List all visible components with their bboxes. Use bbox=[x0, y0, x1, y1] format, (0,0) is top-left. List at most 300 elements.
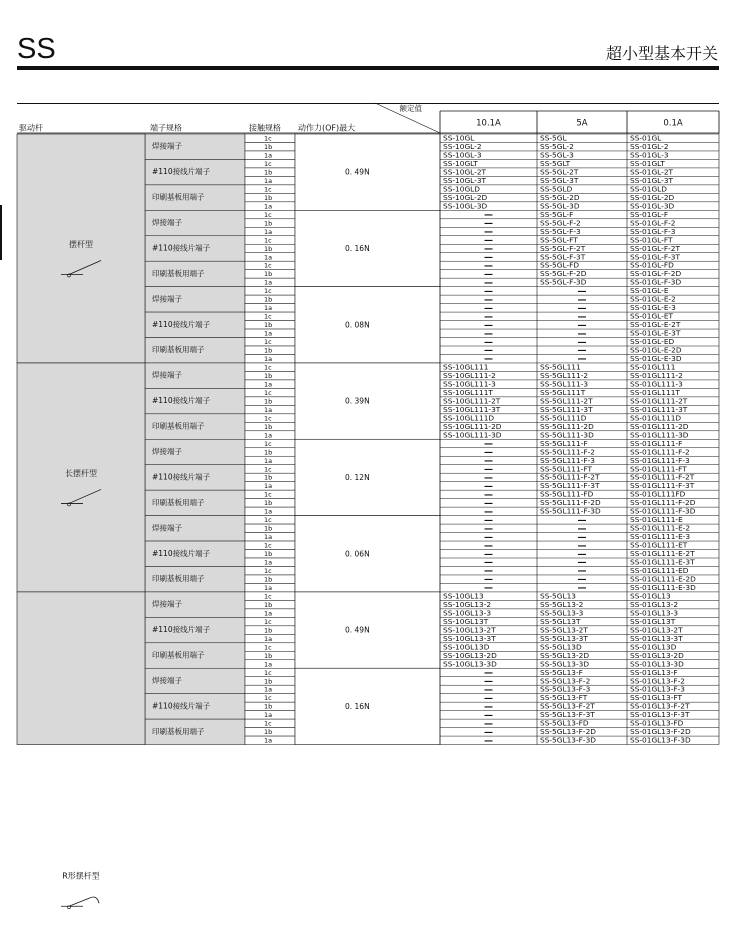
model-code: SS-01GL111-F-3T bbox=[630, 481, 695, 491]
model-code: SS-01GL111-E-3T bbox=[630, 557, 695, 567]
no-model-dash: — bbox=[577, 295, 587, 306]
model-code: SS-10GLD bbox=[443, 184, 480, 194]
model-code: SS-5GL13-F-2D bbox=[540, 727, 596, 737]
no-model-dash: — bbox=[577, 303, 587, 314]
model-code: SS-5GL-F-3D bbox=[540, 277, 587, 287]
model-code: SS-5GL111-F-3D bbox=[540, 506, 601, 516]
contact-label: 1b bbox=[264, 626, 273, 635]
contact-label: 1b bbox=[264, 473, 273, 482]
no-model-dash: — bbox=[484, 448, 493, 458]
model-code: SS-01GL13-F-2 bbox=[630, 676, 685, 686]
model-code: SS-01GL13-FD bbox=[630, 718, 684, 728]
model-code: SS-5GL-F-2T bbox=[540, 243, 586, 253]
contact-label: 1b bbox=[264, 270, 273, 279]
actuator-label: 摆杆型 bbox=[69, 239, 93, 249]
contact-label: 1a bbox=[264, 227, 273, 236]
contact-label: 1b bbox=[264, 397, 273, 406]
contact-label: 1c bbox=[264, 465, 272, 474]
model-code: SS-01GL111-ET bbox=[630, 540, 688, 550]
terminal-label: #110接线片端子 bbox=[152, 319, 211, 329]
model-code: SS-01GL111-F-2T bbox=[630, 472, 695, 482]
contact-label: 1a bbox=[264, 380, 273, 389]
model-code: SS-01GL13-3 bbox=[630, 608, 679, 618]
model-code: SS-01GLT bbox=[630, 158, 665, 168]
no-model-dash: — bbox=[484, 244, 493, 255]
model-code: SS-01GL111D bbox=[630, 413, 682, 423]
contact-label: 1b bbox=[264, 193, 273, 202]
terminal-label: #110接线片端子 bbox=[152, 701, 211, 711]
no-model-dash: — bbox=[484, 541, 493, 552]
model-code: SS-5GL-2D bbox=[540, 192, 580, 202]
no-model-dash: — bbox=[577, 549, 587, 560]
contact-label: 1b bbox=[264, 550, 273, 559]
no-model-dash: — bbox=[577, 515, 587, 526]
model-code: SS-01GL13-F-3T bbox=[630, 710, 690, 720]
model-code: SS-10GL111 bbox=[443, 362, 489, 372]
contact-label: 1a bbox=[264, 634, 273, 643]
no-model-dash: — bbox=[484, 727, 493, 738]
actuator-label: R形摆杆型 bbox=[62, 871, 100, 881]
contact-label: 1b bbox=[264, 575, 273, 584]
col-header-actuator: 驱动杆 bbox=[19, 123, 43, 133]
no-model-dash: — bbox=[484, 320, 493, 331]
model-code: SS-5GL-FD bbox=[540, 260, 580, 270]
no-model-dash: — bbox=[484, 464, 493, 475]
contact-label: 1a bbox=[264, 736, 273, 745]
model-code: SS-5GL111-3 bbox=[540, 379, 589, 389]
model-code: SS-5GL-F-3T bbox=[540, 252, 586, 262]
model-code: SS-01GL111 bbox=[630, 362, 676, 372]
model-code: SS-5GL13-2T bbox=[540, 625, 588, 635]
terminal-label: 焊接端子 bbox=[152, 141, 182, 151]
no-model-dash: — bbox=[484, 702, 493, 713]
model-code: SS-01GL-3T bbox=[630, 175, 674, 185]
model-code: SS-10GL111-2D bbox=[443, 421, 502, 431]
model-code: SS-01GL13-3D bbox=[630, 659, 684, 669]
contact-label: 1a bbox=[264, 711, 273, 720]
no-model-dash: — bbox=[577, 583, 587, 594]
terminal-label: 焊接端子 bbox=[152, 599, 182, 609]
model-code: SS-01GL-2T bbox=[630, 167, 674, 177]
contact-label: 1c bbox=[264, 261, 272, 270]
model-code: SS-5GLD bbox=[540, 184, 573, 194]
model-code: SS-5GL-2T bbox=[540, 167, 579, 177]
contact-label: 1a bbox=[264, 609, 273, 618]
model-code: SS-01GL-F-2 bbox=[630, 218, 676, 228]
no-model-dash: — bbox=[484, 439, 493, 450]
model-code: SS-5GL-3 bbox=[540, 150, 574, 160]
force-value: 0. 12N bbox=[345, 472, 370, 482]
model-code: SS-10GL13-3 bbox=[443, 608, 492, 618]
terminal-label: 印刷基板用端子 bbox=[152, 650, 205, 660]
force-value: 0. 08N bbox=[345, 320, 370, 330]
terminal-label: #110接线片端子 bbox=[152, 548, 211, 558]
no-model-dash: — bbox=[484, 736, 493, 747]
terminal-label: 焊接端子 bbox=[152, 370, 182, 380]
force-value: 0. 39N bbox=[345, 396, 370, 406]
force-value: 0. 49N bbox=[345, 625, 370, 635]
contact-label: 1c bbox=[264, 287, 272, 296]
model-code: SS-01GL-E-2 bbox=[630, 294, 676, 304]
model-code: SS-5GL13-F-2T bbox=[540, 701, 595, 711]
model-code: SS-10GL13-2D bbox=[443, 650, 497, 660]
contact-label: 1b bbox=[264, 499, 273, 508]
no-model-dash: — bbox=[577, 320, 587, 331]
no-model-dash: — bbox=[484, 236, 493, 246]
contact-label: 1b bbox=[264, 702, 273, 711]
model-code: SS-5GL13D bbox=[540, 642, 582, 652]
model-code: SS-5GL111-FT bbox=[540, 464, 593, 474]
model-code: SS-01GL111-E-3D bbox=[630, 582, 696, 592]
model-code: SS-01GL111-F-2D bbox=[630, 498, 696, 508]
contact-label: 1a bbox=[264, 355, 273, 364]
model-code: SS-01GL13-F bbox=[630, 667, 678, 677]
model-code: SS-01GL111-E-2T bbox=[630, 549, 695, 559]
model-code: SS-10GL111-2T bbox=[443, 396, 501, 406]
rated-value-label: 额定值 bbox=[399, 104, 422, 113]
no-model-dash: — bbox=[577, 558, 587, 569]
model-code: SS-01GL-F-3D bbox=[630, 277, 682, 287]
no-model-dash: — bbox=[484, 295, 493, 306]
contact-label: 1c bbox=[264, 567, 272, 576]
no-model-dash: — bbox=[484, 549, 493, 560]
model-code: SS-5GL111-2 bbox=[540, 370, 589, 380]
no-model-dash: — bbox=[577, 337, 587, 348]
no-model-dash: — bbox=[577, 566, 587, 577]
model-code: SS-10GL-3D bbox=[443, 201, 488, 211]
terminal-label: 印刷基板用端子 bbox=[152, 192, 205, 202]
contact-label: 1b bbox=[264, 346, 273, 355]
model-code: SS-01GL-E-3 bbox=[630, 303, 676, 313]
terminal-label: 印刷基板用端子 bbox=[152, 345, 205, 355]
model-code: SS-01GL13D bbox=[630, 642, 677, 652]
model-code: SS-01GL13-2D bbox=[630, 650, 684, 660]
contact-label: 1a bbox=[264, 558, 273, 567]
model-code: SS-01GL111-2T bbox=[630, 396, 688, 406]
no-model-dash: — bbox=[484, 685, 493, 696]
model-code: SS-5GL-F-3 bbox=[540, 226, 581, 236]
model-code: SS-01GL-2 bbox=[630, 142, 669, 152]
model-code: SS-01GL-2D bbox=[630, 192, 675, 202]
model-code: SS-10GL-2T bbox=[443, 167, 487, 177]
no-model-dash: — bbox=[577, 346, 587, 357]
model-code: SS-5GL111D bbox=[540, 413, 587, 423]
no-model-dash: — bbox=[484, 278, 493, 289]
no-model-dash: — bbox=[484, 329, 493, 340]
no-model-dash: — bbox=[484, 524, 493, 535]
model-code: SS-10GL111-3D bbox=[443, 430, 502, 440]
rating-header-1: 5A bbox=[576, 118, 588, 129]
no-model-dash: — bbox=[484, 312, 493, 323]
model-code: SS-01GL111-F-3D bbox=[630, 506, 696, 516]
contact-label: 1b bbox=[264, 143, 273, 152]
contact-label: 1a bbox=[264, 151, 273, 160]
actuator-label: 长摆杆型 bbox=[65, 468, 97, 478]
model-code: SS-10GL13-2T bbox=[443, 625, 496, 635]
model-code: SS-01GL111T bbox=[630, 387, 680, 397]
model-code: SS-5GL111-F-2D bbox=[540, 498, 601, 508]
contact-label: 1a bbox=[264, 329, 273, 338]
model-code: SS-01GL111-E-3 bbox=[630, 532, 691, 542]
no-model-dash: — bbox=[484, 269, 493, 280]
model-code: SS-01GL111-E-2 bbox=[630, 523, 691, 533]
model-code: SS-5GL111-F-2 bbox=[540, 447, 595, 457]
model-code: SS-10GL-2 bbox=[443, 142, 482, 152]
model-code: SS-01GL13-FT bbox=[630, 693, 683, 703]
no-model-dash: — bbox=[484, 473, 493, 484]
model-code: SS-5GL111-3D bbox=[540, 430, 594, 440]
model-code: SS-5GL13-FD bbox=[540, 718, 589, 728]
model-code: SS-5GL13-3D bbox=[540, 659, 590, 669]
terminal-label: #110接线片端子 bbox=[152, 396, 211, 406]
no-model-dash: — bbox=[484, 346, 493, 357]
model-code: SS-5GL-3D bbox=[540, 201, 580, 211]
no-model-dash: — bbox=[484, 337, 493, 348]
model-code: SS-01GL111-FT bbox=[630, 464, 687, 474]
model-code: SS-01GL-ET bbox=[630, 311, 674, 321]
no-model-dash: — bbox=[484, 286, 493, 297]
model-code: SS-10GL bbox=[443, 133, 475, 143]
model-code: SS-10GL111T bbox=[443, 387, 493, 397]
no-model-dash: — bbox=[484, 261, 493, 272]
model-code: SS-01GL-E bbox=[630, 286, 669, 296]
model-code: SS-10GL13D bbox=[443, 642, 490, 652]
contact-label: 1c bbox=[264, 541, 272, 550]
no-model-dash: — bbox=[577, 286, 587, 297]
model-code: SS-5GL-F-2 bbox=[540, 218, 581, 228]
no-model-dash: — bbox=[577, 541, 587, 552]
contact-label: 1a bbox=[264, 456, 273, 465]
model-code: SS-01GL111-3 bbox=[630, 379, 683, 389]
terminal-label: 印刷基板用端子 bbox=[152, 726, 205, 736]
model-code: SS-01GL-F-2D bbox=[630, 269, 682, 279]
model-code: SS-10GL13 bbox=[443, 591, 484, 601]
terminal-label: #110接线片端子 bbox=[152, 243, 211, 253]
no-model-dash: — bbox=[484, 303, 493, 314]
model-code: SS-5GL13-FT bbox=[540, 693, 588, 703]
contact-label: 1c bbox=[264, 185, 272, 194]
model-code: SS-01GL111-E-2D bbox=[630, 574, 696, 584]
model-code: SS-5GL111T bbox=[540, 387, 586, 397]
contact-label: 1b bbox=[264, 295, 273, 304]
contact-label: 1a bbox=[264, 583, 273, 592]
contact-label: 1a bbox=[264, 482, 273, 491]
contact-label: 1c bbox=[264, 719, 272, 728]
no-model-dash: — bbox=[484, 676, 493, 687]
contact-label: 1b bbox=[264, 728, 273, 737]
contact-label: 1b bbox=[264, 321, 273, 330]
no-model-dash: — bbox=[484, 481, 493, 492]
terminal-label: 印刷基板用端子 bbox=[152, 268, 205, 278]
lever-icon bbox=[61, 897, 99, 909]
model-code: SS-5GL111-F-3 bbox=[540, 455, 595, 465]
model-code: SS-5GL-2 bbox=[540, 142, 574, 152]
no-model-dash: — bbox=[484, 693, 493, 704]
no-model-dash: — bbox=[484, 490, 493, 501]
no-model-dash: — bbox=[577, 524, 587, 535]
rating-header-2: 0.1A bbox=[663, 118, 683, 129]
model-code: SS-01GL-F-3 bbox=[630, 226, 676, 236]
terminal-label: 焊接端子 bbox=[152, 447, 182, 456]
col-header-terminal: 端子规格 bbox=[150, 123, 182, 133]
terminal-label: #110接线片端子 bbox=[152, 167, 211, 177]
model-code: SS-10GL-2D bbox=[443, 192, 488, 202]
model-code: SS-01GL111-F bbox=[630, 438, 683, 448]
model-code: SS-5GL111-F-2T bbox=[540, 472, 600, 482]
contact-label: 1c bbox=[264, 312, 272, 321]
no-model-dash: — bbox=[484, 558, 493, 569]
model-code: SS-5GLT bbox=[540, 158, 571, 168]
contact-label: 1b bbox=[264, 524, 273, 533]
model-code: SS-01GL13T bbox=[630, 616, 676, 626]
no-model-dash: — bbox=[484, 515, 493, 526]
model-code: SS-10GL111-3 bbox=[443, 379, 496, 389]
contact-label: 1b bbox=[264, 168, 273, 177]
model-code: SS-5GL13-F-3 bbox=[540, 684, 591, 694]
model-code: SS-5GL-3T bbox=[540, 175, 579, 185]
page-title: SS bbox=[17, 33, 56, 65]
model-code: SS-5GL111-3T bbox=[540, 404, 593, 414]
page-subtitle: 超小型基本开关 bbox=[605, 44, 718, 63]
col-header-force: 动作力(OF)最大 bbox=[298, 123, 356, 133]
model-code: SS-10GL-3T bbox=[443, 175, 487, 185]
model-code: SS-5GL13-3 bbox=[540, 608, 584, 618]
model-code: SS-10GL-3 bbox=[443, 150, 482, 160]
model-code: SS-5GL-F-2D bbox=[540, 269, 587, 279]
contact-label: 1c bbox=[264, 617, 272, 626]
model-code: SS-01GL-E-2D bbox=[630, 345, 682, 355]
model-code: SS-01GL13-3T bbox=[630, 633, 683, 643]
contact-label: 1a bbox=[264, 202, 273, 211]
contact-label: 1b bbox=[264, 651, 273, 660]
contact-label: 1c bbox=[264, 388, 272, 397]
model-code: SS-5GL bbox=[540, 133, 567, 143]
terminal-label: #110接线片端子 bbox=[152, 472, 211, 482]
model-code: SS-01GL13-F-3D bbox=[630, 735, 691, 745]
contact-label: 1a bbox=[264, 431, 273, 440]
model-code: SS-5GL13-F-3T bbox=[540, 710, 595, 720]
model-code: SS-01GL13 bbox=[630, 591, 671, 601]
model-code: SS-01GL111-E bbox=[630, 515, 683, 525]
contact-label: 1a bbox=[264, 304, 273, 313]
model-code: SS-01GL-F bbox=[630, 209, 669, 219]
contact-label: 1c bbox=[264, 134, 272, 143]
contact-label: 1b bbox=[264, 422, 273, 431]
contact-label: 1c bbox=[264, 210, 272, 219]
contact-label: 1b bbox=[264, 448, 273, 457]
no-model-dash: — bbox=[484, 354, 493, 365]
contact-label: 1c bbox=[264, 668, 272, 677]
model-code: SS-01GL111-2 bbox=[630, 370, 683, 380]
terminal-label: #110接线片端子 bbox=[152, 625, 211, 635]
contact-label: 1c bbox=[264, 592, 272, 601]
no-model-dash: — bbox=[577, 312, 587, 323]
no-model-dash: — bbox=[484, 210, 493, 221]
model-code: SS-01GL13-F-3 bbox=[630, 684, 685, 694]
contact-label: 1c bbox=[264, 159, 272, 168]
force-value: 0. 49N bbox=[345, 167, 370, 177]
no-model-dash: — bbox=[577, 575, 587, 586]
terminal-label: 焊接端子 bbox=[152, 675, 182, 685]
col-header-contact: 接触规格 bbox=[249, 123, 281, 133]
model-code: SS-5GL13 bbox=[540, 591, 577, 601]
no-model-dash: — bbox=[484, 566, 493, 577]
force-value: 0. 16N bbox=[345, 243, 370, 253]
model-code: SS-01GL13-2 bbox=[630, 599, 679, 609]
model-code: SS-5GL13-F-3D bbox=[540, 735, 596, 745]
model-code: SS-01GL-ED bbox=[630, 337, 675, 347]
actuator-cell bbox=[17, 592, 145, 745]
no-model-dash: — bbox=[484, 575, 493, 586]
model-code: SS-5GL111-F-3T bbox=[540, 481, 600, 491]
model-code: SS-01GL111-2D bbox=[630, 421, 689, 431]
model-code: SS-01GL13-F-2D bbox=[630, 727, 691, 737]
contact-label: 1c bbox=[264, 694, 272, 703]
model-code: SS-01GL-3D bbox=[630, 201, 675, 211]
force-value: 0. 16N bbox=[345, 701, 370, 711]
contact-label: 1a bbox=[264, 507, 273, 516]
no-model-dash: — bbox=[484, 507, 493, 518]
contact-label: 1c bbox=[264, 439, 272, 448]
model-code: SS-01GL111FD bbox=[630, 489, 686, 499]
no-model-dash: — bbox=[577, 354, 587, 365]
no-model-dash: — bbox=[484, 219, 493, 230]
contact-label: 1c bbox=[264, 338, 272, 347]
contact-label: 1c bbox=[264, 516, 272, 525]
model-code: SS-01GL111-F-2 bbox=[630, 447, 690, 457]
model-code: SS-5GL13T bbox=[540, 616, 581, 626]
model-code: SS-01GL-FT bbox=[630, 235, 673, 245]
model-code: SS-5GL13-2 bbox=[540, 599, 584, 609]
force-value: 0. 06N bbox=[345, 549, 370, 559]
model-code: SS-01GL-3 bbox=[630, 150, 669, 160]
model-code: SS-01GL bbox=[630, 133, 662, 143]
model-code: SS-10GL111-2 bbox=[443, 370, 496, 380]
model-code: SS-01GL-E-2T bbox=[630, 320, 681, 330]
contact-label: 1b bbox=[264, 677, 273, 686]
model-code: SS-01GL13-2T bbox=[630, 625, 683, 635]
model-code: SS-10GL111D bbox=[443, 413, 495, 423]
no-model-dash: — bbox=[484, 252, 493, 263]
model-code: SS-5GL13-3T bbox=[540, 633, 588, 643]
terminal-label: 印刷基板用端子 bbox=[152, 421, 205, 431]
no-model-dash: — bbox=[484, 668, 493, 679]
terminal-label: 印刷基板用端子 bbox=[152, 497, 205, 507]
no-model-dash: — bbox=[484, 710, 493, 721]
contact-label: 1b bbox=[264, 600, 273, 609]
model-code: SS-01GLD bbox=[630, 184, 667, 194]
model-code: SS-5GL13-F bbox=[540, 667, 583, 677]
model-code: SS-01GL-F-3T bbox=[630, 252, 680, 262]
model-code: SS-01GL111-ED bbox=[630, 566, 689, 576]
contact-label: 1b bbox=[264, 244, 273, 253]
model-code: SS-5GL-F bbox=[540, 209, 574, 219]
model-code: SS-5GL13-F-2 bbox=[540, 676, 591, 686]
model-code: SS-01GL-E-3D bbox=[630, 354, 682, 364]
model-code: SS-10GL13-2 bbox=[443, 599, 492, 609]
model-code: SS-5GL111-2D bbox=[540, 421, 594, 431]
contact-label: 1b bbox=[264, 371, 273, 380]
model-code: SS-5GL13-2D bbox=[540, 650, 590, 660]
no-model-dash: — bbox=[577, 532, 587, 543]
terminal-label: 焊接端子 bbox=[152, 218, 182, 228]
model-code: SS-10GL111-3T bbox=[443, 404, 501, 414]
contact-label: 1a bbox=[264, 533, 273, 542]
no-model-dash: — bbox=[484, 456, 493, 467]
model-code: SS-01GL-FD bbox=[630, 260, 674, 270]
model-code: SS-5GL111-FD bbox=[540, 489, 594, 499]
contact-label: 1c bbox=[264, 414, 272, 423]
